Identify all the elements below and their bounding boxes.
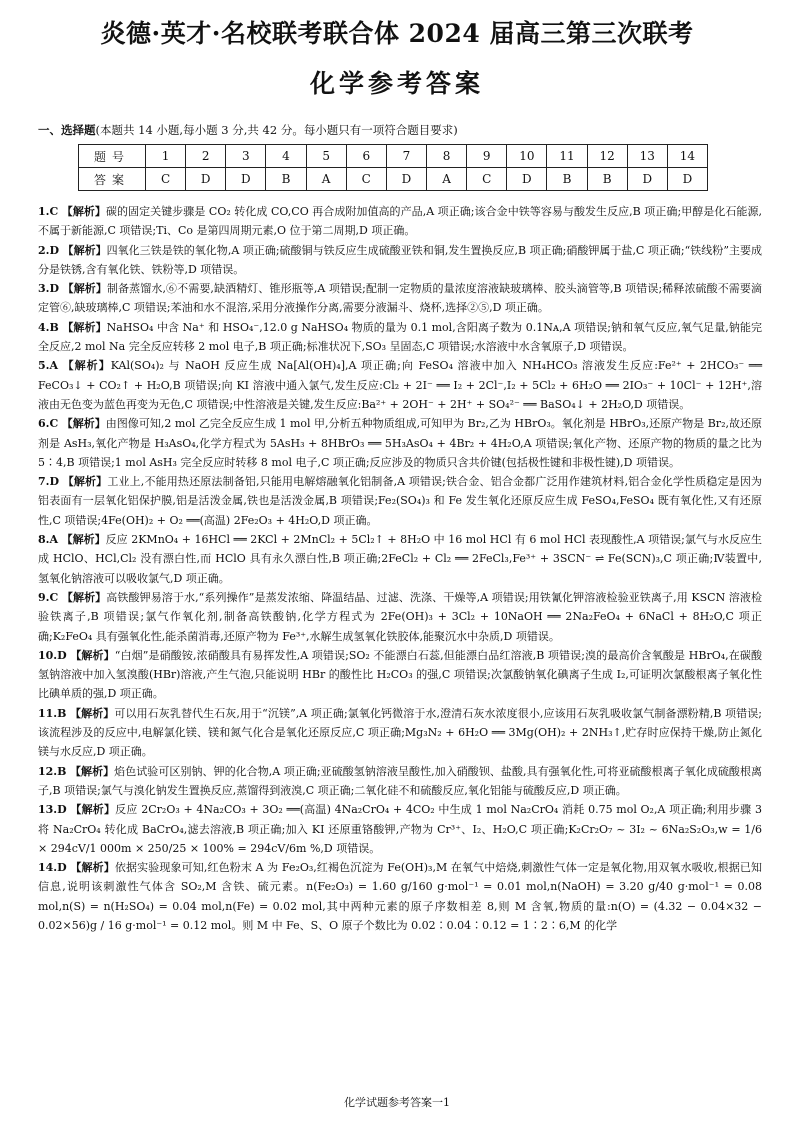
item-text: 高铁酸钾易溶于水,“系列操作”是蒸发浓缩、降温结晶、过滤、洗涤、干燥等,A 项错误;用铁氰化钾溶液检验亚铁离子,用 KSCN 溶液检验铁离子,B 项错误;氯气作氧化剂,制备高铁酸钠,化学方程式为 2Fe(OH)₃ + 3Cl₂ + 10NaOH ══ 2Na₂FeO₄ + 6NaCl + 8H₂O,C 项正确;K₂FeO₄ 具有强氧化性,能杀菌消毒,还原产物为 Fe³⁺,水解生成氢氧化铁胶体,能聚沉水中杂质,D 项错误。	[38, 590, 763, 643]
question-number-cell: 4	[266, 145, 306, 168]
question-number-cell: 5	[306, 145, 346, 168]
answer-table-number-row	[79, 145, 708, 168]
answer-cell: D	[186, 168, 226, 191]
question-number-cell: 14	[667, 145, 707, 168]
question-number-cell: 2	[186, 145, 226, 168]
item-text: “白烟”是硝酸铵,浓硝酸具有易挥发性,A 项错误;SO₂ 不能漂白石蕊,但能漂白品红溶液,B 项错误;溴的最高价含氧酸是 HBrO₄,在碳酸氢钠溶液中加入氢溴酸(HBr)溶液,产生气泡,只能说明 HBr 的酸性比 H₂CO₃ 的强,C 项错误;次氯酸钠氧化碘离子生成 I₂,可证明次氯酸根离子氧化性比碘单质的强,D 项正确。	[38, 648, 763, 701]
page-footer: 化学试题参考答案一1	[344, 1096, 450, 1109]
analysis-tag: 【解析】	[61, 205, 106, 218]
analysis-tag: 【解析】	[61, 417, 106, 431]
item-number: 7.D	[38, 475, 60, 489]
explanation-item	[38, 356, 762, 414]
page-subtitle: 化学参考答案	[309, 69, 484, 98]
explanation-item	[38, 858, 762, 935]
answer-cell: A	[306, 168, 346, 191]
question-number-cell: 3	[226, 145, 266, 168]
analysis-tag: 【解析】	[62, 359, 111, 373]
answer-cell: B	[266, 168, 306, 191]
item-text: 反应 2Cr₂O₃ + 4Na₂CO₃ + 3O₂ ══(高温) 4Na₂CrO₄ + 4CO₂ 中生成 1 mol Na₂CrO₄ 消耗 0.75 mol O₂,A 项正确;利用步骤 3 将 Na₂CrO₄ 转化成 BaCrO₄,滤去溶液,B 项正确;加入 KI 还原重铬酸钾,产物为 Cr³⁺、I₂、H₂O,C 项正确;K₂Cr₂O₇ ~ 3I₂ ~ 6Na₂S₂O₃,w = 1/6 × 294cV/1 000m × 250/25 × 100% = 294cV/6m %,D 项错误。	[38, 803, 763, 855]
answer-cell: A	[426, 168, 466, 191]
section-heading	[38, 122, 458, 138]
explanation-item	[38, 530, 762, 588]
answer-cell: D	[627, 168, 667, 191]
question-number-cell: 10	[507, 145, 547, 168]
item-text: 依据实验现象可知,红色粉末 A 为 Fe₂O₃,红褐色沉淀为 Fe(OH)₃,M 在氧气中焙烧,刺激性气体一定是氧化物,用双氧水吸收,根据已知信息,说明该刺激性气体含 SO₂,M 含铁、硫元素。n(Fe₂O₃) = 1.60 g/160 g·mol⁻¹ = 0.01 mol,n(NaOH) = 3.20 g/40 g·mol⁻¹ = 0.08 mol,n(S) = n(H₂SO₄) = 0.04 mol,n(Fe) = 0.02 mol,其中两种元素的原子序数相差 8,则 M 含氧,物质的量:n(O) = (4.32 − 0.04×32 − 0.02×56)g / 16 g·mol⁻¹ = 0.12 mol。则 M 中 Fe、S、O 原子个数比为 0.02∶0.04∶0.12 = 1∶2∶6,M 的化学	[38, 861, 762, 932]
item-text: 由图像可知,2 mol 乙完全反应生成 1 mol 甲,分析五种物质组成,可知甲为 Br₂,乙为 HBrO₃。氧化剂是 HBrO₃,还原产物是 Br₂,故还原剂是 AsH₃,氧化产物是 H₃AsO₄,化学方程式为 5AsH₃ + 8HBrO₃ ══ 5H₃AsO₄ + 4Br₂ + 4H₂O,A 项错误;氧化产物、还原产物的物质的量之比为 5∶4,B 项错误;1 mol AsH₃ 完全反应时转移 8 mol 电子,C 项正确;反应涉及的物质只含共价键(包括极性键和非极性键),D 项错误。	[38, 417, 762, 469]
answer-table	[78, 144, 708, 191]
answer-cell: C	[346, 168, 386, 191]
analysis-tag: 【解析】	[70, 706, 115, 720]
question-number-cell: 13	[627, 145, 667, 168]
question-number-cell: 1	[146, 145, 186, 168]
item-text: 碳的固定关键步骤是 CO₂ 转化成 CO,CO 再合成附加值高的产品,A 项正确;该合金中铁等容易与酸发生反应,B 项正确;甲醇是化石能源,不属于新能源,C 项错误;Ti、Co 是第四周期元素,O 位于第二周期,D 项正确。	[38, 205, 762, 238]
section-note: (本题共 14 小题,每小题 3 分,共 42 分。每小题只有一项符合题目要求)	[95, 123, 458, 137]
item-number: 9.C	[38, 590, 59, 604]
answer-cell: C	[146, 168, 186, 191]
item-number: 1.C	[38, 205, 59, 218]
item-text: 工业上,不能用热还原法制备铝,只能用电解熔融氧化铝制备,A 项错误;铁合金、铝合金都广泛用作建筑材料,铝合金化学性质稳定是因为铝表面有一层氧化铝保护膜,铝是活泼金属,铁也是活泼金属,B 项错误;Fe₂(SO₄)₃ 和 Fe 发生氧化还原反应生成 FeSO₄,FeSO₄ 既有氧化性,又有还原性,C 项错误;4Fe(OH)₂ + O₂ ══(高温) 2Fe₂O₃ + 4H₂O,D 项正确。	[38, 475, 762, 527]
row-label-number: 题号	[79, 145, 146, 168]
question-number-cell: 12	[587, 145, 627, 168]
row-label-answer: 答案	[79, 168, 146, 191]
question-number-cell: 11	[547, 145, 587, 168]
explanation-item	[38, 414, 762, 472]
explanation-item	[38, 472, 762, 530]
question-number-cell: 7	[386, 145, 426, 168]
item-number: 4.B	[38, 320, 59, 334]
item-text: 反应 2KMnO₄ + 16HCl ══ 2KCl + 2MnCl₂ + 5Cl₂↑ + 8H₂O 中 16 mol HCl 有 6 mol HCl 表现酸性,A 项错误;氯气与水反应生成 HClO、HCl,Cl₂ 没有漂白性,而 HClO 具有永久漂白性,B 项正确;2FeCl₂ + Cl₂ ══ 2FeCl₃,Fe³⁺ + 3SCN⁻ ⇌ Fe(SCN)₃,C 项正确;Ⅳ装置中,氢氧化钠溶液可以吸收氯气,D 项正确。	[38, 533, 763, 585]
explanation-item	[38, 588, 762, 646]
item-number: 6.C	[38, 417, 59, 431]
item-text: NaHSO₄ 中含 Na⁺ 和 HSO₄⁻,12.0 g NaHSO₄ 物质的量为 0.1 mol,含阳离子数为 0.1Nᴀ,A 项错误;钠和氧气反应,氧气足量,钠能完全反应,2 mol Na 完全反应转移 2 mol 电子,B 项正确;标准状况下,SO₃ 呈固态,C 项错误;水溶液中水含氧原子,D 项错误。	[38, 320, 763, 354]
item-number: 13.D	[38, 803, 67, 817]
item-number: 2.D	[38, 243, 60, 257]
question-number-cell: 9	[467, 145, 507, 168]
item-text: 焰色试验可区别钠、钾的化合物,A 项正确;亚硫酸氢钠溶液呈酸性,加入硝酸钡、盐酸,具有强氧化性,可将亚硫酸根离子氧化成硫酸根离子,B 项错误;氯气与溴化钠发生置换反应,蒸馏得到液溴,C 项正确;二氧化硅不和硫酸反应,氧化铝能与硫酸反应,D 项正确。	[38, 764, 762, 797]
explanation-item	[38, 704, 762, 762]
item-number: 8.A	[38, 533, 59, 547]
explanation-item	[38, 241, 762, 280]
item-number: 11.B	[38, 706, 67, 720]
question-number-cell: 6	[346, 145, 386, 168]
section-label: 一、选择题	[38, 123, 96, 137]
answer-cell: C	[467, 168, 507, 191]
answer-cell: D	[507, 168, 547, 191]
item-number: 14.D	[38, 861, 67, 875]
analysis-tag: 【解析】	[70, 803, 116, 817]
analysis-tag: 【解析】	[70, 861, 115, 875]
answer-cell: D	[226, 168, 266, 191]
explanation-item	[38, 762, 762, 801]
answer-cell: B	[547, 168, 587, 191]
explanation-item	[38, 646, 762, 704]
analysis-tag: 【解析】	[62, 282, 107, 296]
explanation-item	[38, 800, 762, 858]
explanation-item	[38, 318, 762, 357]
explanation-item	[38, 279, 762, 318]
answer-cell: D	[386, 168, 426, 191]
analysis-tag: 【解析】	[61, 533, 106, 547]
item-text: KAl(SO₄)₂ 与 NaOH 反应生成 Na[Al(OH)₄],A 项正确;向 FeSO₄ 溶液中加入 NH₄HCO₃ 溶液发生反应:Fe²⁺ + 2HCO₃⁻ ══ FeCO₃↓ + CO₂↑ + H₂O,B 项错误;向 KI 溶液中通入氯气,发生反应:Cl₂ + 2I⁻ ══ I₂ + 2Cl⁻,I₂ + 5Cl₂ + 6H₂O ══ 2IO₃⁻ + 10Cl⁻ + 12H⁺,溶液由无色变为蓝色再变为无色,C 项错误;中性溶液是关键,发生反应:Ba²⁺ + 2OH⁻ + 2H⁺ + SO₄²⁻ ══ BaSO₄↓ + 2H₂O,D 项错误。	[38, 359, 763, 411]
analysis-tag: 【解析】	[70, 648, 115, 662]
analysis-tag: 【解析】	[62, 475, 108, 489]
item-text: 可以用石灰乳替代生石灰,用于“沉镁”,A 项正确;氯氧化钙微溶于水,澄清石灰水浓度很小,应该用石灰乳吸收氯气制备漂粉精,B 项错误;该流程涉及的反应中,电解氯化镁、镁和氮气化合是氧化还原反应,C 项正确;Mg₃N₂ + 6H₂O ══ 3Mg(OH)₂ + 2NH₃↑,贮存时应保持干燥,防止氮化镁与水反应,D 项正确。	[38, 706, 763, 759]
analysis-tag: 【解析】	[62, 320, 107, 334]
page-title: 炎德·英才·名校联考联合体 2024 届高三第三次联考	[100, 19, 694, 48]
explanations	[38, 202, 762, 935]
analysis-tag: 【解析】	[62, 243, 107, 257]
item-number: 12.B	[38, 764, 67, 778]
analysis-tag: 【解析】	[61, 590, 107, 604]
answer-cell: B	[587, 168, 627, 191]
answer-cell: D	[667, 168, 707, 191]
question-number-cell: 8	[426, 145, 466, 168]
item-number: 5.A	[38, 359, 59, 373]
answer-table-answer-row	[79, 168, 708, 191]
item-text: 制备蒸馏水,⑥不需要,缺酒精灯、锥形瓶等,A 项错误;配制一定物质的量浓度溶液缺玻璃棒、胶头滴管等,B 项错误;稀释浓硫酸不需要滴定管⑥,缺玻璃棒,C 项错误;苯油和水不混溶,采用分液操作分离,需要分液漏斗、烧杯,选择②⑤,D 项正确。	[38, 282, 762, 315]
item-number: 3.D	[38, 282, 60, 296]
item-number: 10.D	[38, 648, 67, 662]
item-text: 四氧化三铁是铁的氧化物,A 项正确;硫酸铜与铁反应生成硫酸亚铁和铜,发生置换反应,B 项正确;硝酸钾属于盐,C 项正确;“铁线粉”主要成分是铁锈,含有氧化铁、铁粉等,D 项错误。	[38, 243, 763, 276]
explanation-item	[38, 202, 762, 241]
analysis-tag: 【解析】	[69, 764, 115, 778]
